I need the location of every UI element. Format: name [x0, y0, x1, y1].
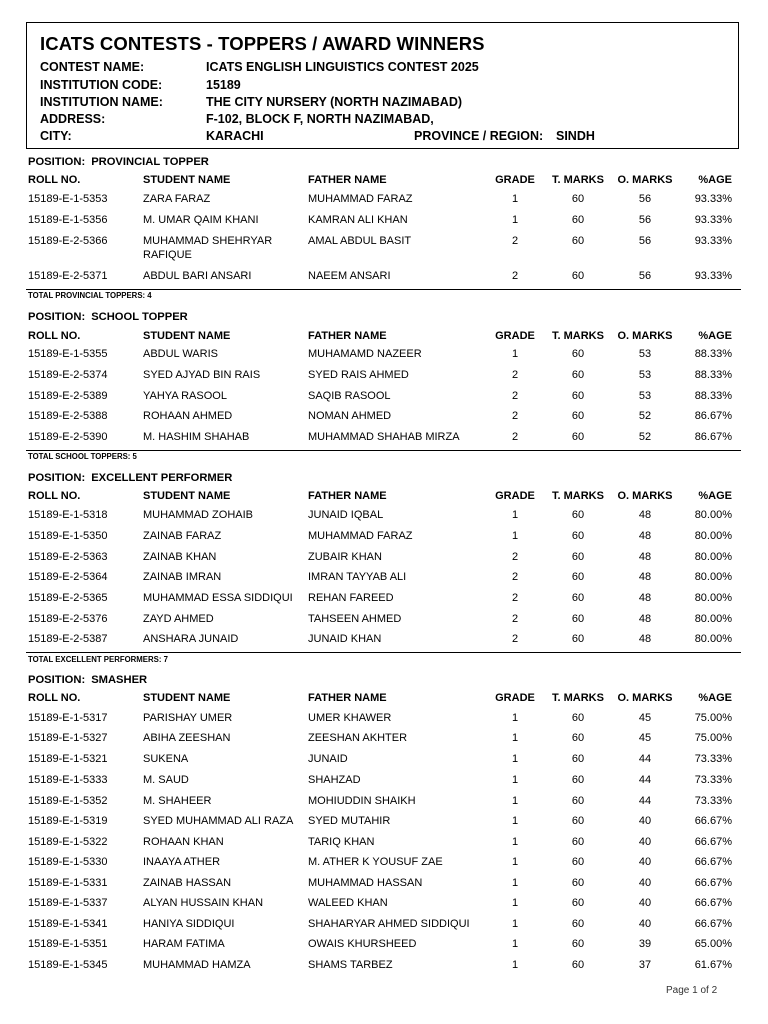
father-name: M. ATHER K YOUSUF ZAE — [308, 856, 443, 868]
table-row — [28, 410, 740, 426]
student-name: HANIYA SIDDIQUI — [143, 918, 235, 930]
father-name: AMAL ABDUL BASIT — [308, 235, 412, 247]
roll-no: 15189-E-1-5327 — [28, 732, 108, 744]
roll-no: 15189-E-2-5389 — [28, 390, 108, 402]
father-name: MUHAMAMD NAZEER — [308, 348, 422, 360]
section-heading-provincial — [28, 156, 209, 168]
father-name: TARIQ KHAN — [308, 836, 375, 848]
father-name: JUNAID IQBAL — [308, 509, 384, 521]
section-total: TOTAL PROVINCIAL TOPPERS: 4 — [28, 291, 152, 300]
roll-no: 15189-E-2-5366 — [28, 235, 108, 247]
obtained-marks: 44 — [638, 753, 652, 765]
col-roll-no: ROLL NO. — [28, 692, 81, 704]
father-name: SHAHARYAR AHMED SIDDIQUI — [308, 918, 470, 930]
table-row — [28, 897, 740, 913]
student-name: ROHAAN KHAN — [143, 836, 224, 848]
obtained-marks: 45 — [638, 712, 652, 724]
student-name: ABDUL WARIS — [143, 348, 218, 360]
obtained-marks: 48 — [638, 530, 652, 542]
total-marks: 60 — [571, 918, 585, 930]
col-total-marks: T. MARKS — [552, 330, 604, 342]
roll-no: 15189-E-1-5350 — [28, 530, 108, 542]
total-marks: 60 — [571, 390, 585, 402]
total-marks: 60 — [571, 270, 585, 282]
father-name: MUHAMMAD SHAHAB MIRZA — [308, 431, 460, 443]
student-name: M. SAUD — [143, 774, 189, 786]
student-name: MUHAMMAD ESSA SIDDIQUI — [143, 592, 293, 604]
address-value: F-102, BLOCK F, NORTH NAZIMABAD, — [206, 112, 434, 126]
percentage: 66.67% — [694, 856, 732, 868]
percentage: 88.33% — [694, 390, 732, 402]
grade: 1 — [511, 214, 519, 226]
grade: 1 — [511, 753, 519, 765]
father-name: WALEED KHAN — [308, 897, 388, 909]
roll-no: 15189-E-1-5345 — [28, 959, 108, 971]
table-row — [28, 369, 740, 385]
percentage: 66.67% — [694, 897, 732, 909]
percentage: 73.33% — [694, 774, 732, 786]
father-name: JUNAID — [308, 753, 348, 765]
grade: 2 — [511, 571, 519, 583]
student-name: HARAM FATIMA — [143, 938, 225, 950]
student-name: MUHAMMAD HAMZA — [143, 959, 251, 971]
col-grade: GRADE — [495, 490, 535, 502]
obtained-marks: 44 — [638, 795, 652, 807]
col-total-marks: T. MARKS — [552, 174, 604, 186]
total-marks: 60 — [571, 592, 585, 604]
student-name: ALYAN HUSSAIN KHAN — [143, 897, 264, 909]
total-marks: 60 — [571, 815, 585, 827]
student-name: M. SHAHEER — [143, 795, 212, 807]
student-name: ZAINAB HASSAN — [143, 877, 232, 889]
total-marks: 60 — [571, 795, 585, 807]
table-row-continuation — [28, 249, 740, 265]
percentage: 73.33% — [694, 753, 732, 765]
grade: 1 — [511, 918, 519, 930]
position-label: POSITION: — [28, 472, 86, 484]
col-obtained-marks: O. MARKS — [617, 330, 673, 342]
student-name: ROHAAN AHMED — [143, 410, 233, 422]
percentage: 80.00% — [694, 551, 732, 563]
roll-no: 15189-E-2-5376 — [28, 613, 108, 625]
student-name: ANSHARA JUNAID — [143, 633, 239, 645]
father-name: OWAIS KHURSHEED — [308, 938, 417, 950]
roll-no: 15189-E-1-5319 — [28, 815, 108, 827]
father-name: NAEEM ANSARI — [308, 270, 391, 282]
father-name: SYED RAIS AHMED — [308, 369, 409, 381]
total-marks: 60 — [571, 774, 585, 786]
obtained-marks: 52 — [638, 410, 652, 422]
grade: 1 — [511, 193, 519, 205]
obtained-marks: 40 — [638, 836, 652, 848]
obtained-marks: 52 — [638, 431, 652, 443]
roll-no: 15189-E-1-5337 — [28, 897, 108, 909]
percentage: 73.33% — [694, 795, 732, 807]
position-value: SMASHER — [91, 674, 148, 686]
section-heading-excellent — [28, 472, 232, 484]
total-marks: 60 — [571, 235, 585, 247]
col-student-name: STUDENT NAME — [143, 330, 231, 342]
header-box — [26, 22, 739, 149]
student-name: ZAINAB IMRAN — [143, 571, 222, 583]
col-roll-no: ROLL NO. — [28, 174, 81, 186]
table-row — [28, 270, 740, 286]
roll-no: 15189-E-1-5322 — [28, 836, 108, 848]
obtained-marks: 53 — [638, 369, 652, 381]
roll-no: 15189-E-2-5371 — [28, 270, 108, 282]
student-name: SUKENA — [143, 753, 189, 765]
total-marks: 60 — [571, 613, 585, 625]
col-roll-no: ROLL NO. — [28, 330, 81, 342]
roll-no: 15189-E-2-5387 — [28, 633, 108, 645]
student-name: M. HASHIM SHAHAB — [143, 431, 250, 443]
percentage: 80.00% — [694, 613, 732, 625]
percentage: 80.00% — [694, 530, 732, 542]
table-row — [28, 918, 740, 934]
table-row — [28, 551, 740, 567]
roll-no: 15189-E-1-5355 — [28, 348, 108, 360]
total-marks: 60 — [571, 753, 585, 765]
table-row — [28, 193, 740, 209]
total-marks: 60 — [571, 938, 585, 950]
total-marks: 60 — [571, 732, 585, 744]
table-header — [28, 490, 740, 506]
obtained-marks: 56 — [638, 270, 652, 282]
roll-no: 15189-E-1-5353 — [28, 193, 108, 205]
total-marks: 60 — [571, 369, 585, 381]
obtained-marks: 48 — [638, 633, 652, 645]
father-name: KAMRAN ALI KHAN — [308, 214, 408, 226]
total-marks: 60 — [571, 551, 585, 563]
percentage: 65.00% — [694, 938, 732, 950]
student-name: ZAINAB KHAN — [143, 551, 217, 563]
province-label: PROVINCE / REGION: — [414, 129, 544, 143]
student-name: MUHAMMAD SHEHRYAR — [143, 235, 273, 247]
grade: 1 — [511, 712, 519, 724]
father-name: SAQIB RASOOL — [308, 390, 391, 402]
father-name: ZEESHAN AKHTER — [308, 732, 408, 744]
percentage: 80.00% — [694, 592, 732, 604]
section-heading-smasher — [28, 674, 147, 686]
table-header — [28, 174, 740, 190]
percentage: 93.33% — [694, 235, 732, 247]
col-total-marks: T. MARKS — [552, 692, 604, 704]
student-name: YAHYA RASOOL — [143, 390, 227, 402]
col-student-name: STUDENT NAME — [143, 174, 231, 186]
obtained-marks: 48 — [638, 551, 652, 563]
total-marks: 60 — [571, 877, 585, 889]
section-divider — [26, 289, 741, 290]
father-name: MUHAMMAD FARAZ — [308, 193, 413, 205]
document-title: ICATS CONTESTS - TOPPERS / AWARD WINNERS — [40, 33, 485, 54]
table-row — [28, 753, 740, 769]
table-row — [28, 815, 740, 831]
father-name: SYED MUTAHIR — [308, 815, 391, 827]
father-name: REHAN FAREED — [308, 592, 394, 604]
contest-name-value: ICATS ENGLISH LINGUISTICS CONTEST 2025 — [206, 60, 479, 74]
obtained-marks: 48 — [638, 571, 652, 583]
section-total: TOTAL EXCELLENT PERFORMERS: 7 — [28, 655, 168, 664]
obtained-marks: 39 — [638, 938, 652, 950]
obtained-marks: 56 — [638, 235, 652, 247]
col-percentage: %AGE — [698, 174, 732, 186]
total-marks: 60 — [571, 431, 585, 443]
section-total: TOTAL SCHOOL TOPPERS: 5 — [28, 452, 137, 461]
roll-no: 15189-E-1-5356 — [28, 214, 108, 226]
table-row — [28, 390, 740, 406]
total-marks: 60 — [571, 214, 585, 226]
total-marks: 60 — [571, 348, 585, 360]
roll-no: 15189-E-2-5365 — [28, 592, 108, 604]
obtained-marks: 53 — [638, 390, 652, 402]
student-name: ZARA FARAZ — [143, 193, 211, 205]
grade: 1 — [511, 877, 519, 889]
col-grade: GRADE — [495, 174, 535, 186]
total-marks: 60 — [571, 509, 585, 521]
obtained-marks: 40 — [638, 897, 652, 909]
table-row — [28, 774, 740, 790]
percentage: 86.67% — [694, 410, 732, 422]
table-row — [28, 571, 740, 587]
roll-no: 15189-E-1-5330 — [28, 856, 108, 868]
percentage: 75.00% — [694, 712, 732, 724]
percentage: 66.67% — [694, 877, 732, 889]
obtained-marks: 40 — [638, 815, 652, 827]
grade: 1 — [511, 774, 519, 786]
roll-no: 15189-E-2-5388 — [28, 410, 108, 422]
table-row — [28, 877, 740, 893]
father-name: MOHIUDDIN SHAIKH — [308, 795, 416, 807]
grade: 1 — [511, 959, 519, 971]
table-row — [28, 795, 740, 811]
father-name: TAHSEEN AHMED — [308, 613, 402, 625]
col-obtained-marks: O. MARKS — [617, 692, 673, 704]
grade: 2 — [511, 270, 519, 282]
col-roll-no: ROLL NO. — [28, 490, 81, 502]
father-name: SHAHZAD — [308, 774, 361, 786]
total-marks: 60 — [571, 633, 585, 645]
father-name: JUNAID KHAN — [308, 633, 382, 645]
col-percentage: %AGE — [698, 330, 732, 342]
province-value: SINDH — [556, 129, 595, 143]
grade: 1 — [511, 530, 519, 542]
grade: 2 — [511, 235, 519, 247]
table-header — [28, 330, 740, 346]
father-name: ZUBAIR KHAN — [308, 551, 382, 563]
grade: 2 — [511, 410, 519, 422]
table-row — [28, 938, 740, 954]
col-father-name: FATHER NAME — [308, 490, 387, 502]
student-name: ABIHA ZEESHAN — [143, 732, 231, 744]
obtained-marks: 40 — [638, 918, 652, 930]
student-name: ZAINAB FARAZ — [143, 530, 222, 542]
grade: 1 — [511, 348, 519, 360]
father-name: MUHAMMAD FARAZ — [308, 530, 413, 542]
obtained-marks: 48 — [638, 509, 652, 521]
col-father-name: FATHER NAME — [308, 174, 387, 186]
roll-no: 15189-E-2-5364 — [28, 571, 108, 583]
roll-no: 15189-E-2-5363 — [28, 551, 108, 563]
table-row — [28, 856, 740, 872]
table-row — [28, 732, 740, 748]
total-marks: 60 — [571, 712, 585, 724]
grade: 2 — [511, 390, 519, 402]
percentage: 66.67% — [694, 815, 732, 827]
grade: 1 — [511, 509, 519, 521]
grade: 2 — [511, 613, 519, 625]
roll-no: 15189-E-1-5318 — [28, 509, 108, 521]
grade: 1 — [511, 795, 519, 807]
father-name: UMER KHAWER — [308, 712, 392, 724]
roll-no: 15189-E-2-5374 — [28, 369, 108, 381]
percentage: 93.33% — [694, 214, 732, 226]
total-marks: 60 — [571, 193, 585, 205]
header-row-city — [40, 129, 730, 146]
student-name: PARISHAY UMER — [143, 712, 233, 724]
grade: 1 — [511, 732, 519, 744]
student-name: INAAYA ATHER — [143, 856, 221, 868]
student-name: MUHAMMAD ZOHAIB — [143, 509, 253, 521]
table-row — [28, 592, 740, 608]
institution-name-value: THE CITY NURSERY (NORTH NAZIMABAD) — [206, 95, 463, 109]
student-name: SYED AJYAD BIN RAIS — [143, 369, 261, 381]
col-father-name: FATHER NAME — [308, 330, 387, 342]
father-name: NOMAN AHMED — [308, 410, 392, 422]
grade: 1 — [511, 938, 519, 950]
percentage: 80.00% — [694, 633, 732, 645]
table-row — [28, 214, 740, 230]
section-divider — [26, 652, 741, 653]
table-row — [28, 712, 740, 728]
student-name: ABDUL BARI ANSARI — [143, 270, 252, 282]
obtained-marks: 48 — [638, 613, 652, 625]
grade: 2 — [511, 551, 519, 563]
obtained-marks: 53 — [638, 348, 652, 360]
percentage: 80.00% — [694, 571, 732, 583]
total-marks: 60 — [571, 959, 585, 971]
percentage: 93.33% — [694, 193, 732, 205]
percentage: 66.67% — [694, 836, 732, 848]
percentage: 75.00% — [694, 732, 732, 744]
percentage: 86.67% — [694, 431, 732, 443]
col-total-marks: T. MARKS — [552, 490, 604, 502]
percentage: 93.33% — [694, 270, 732, 282]
col-obtained-marks: O. MARKS — [617, 174, 673, 186]
father-name: MUHAMMAD HASSAN — [308, 877, 423, 889]
col-student-name: STUDENT NAME — [143, 692, 231, 704]
total-marks: 60 — [571, 530, 585, 542]
contest-name-label: CONTEST NAME: — [40, 60, 145, 74]
obtained-marks: 44 — [638, 774, 652, 786]
obtained-marks: 56 — [638, 214, 652, 226]
student-name: RAFIQUE — [143, 249, 192, 261]
position-label: POSITION: — [28, 674, 86, 686]
grade: 2 — [511, 431, 519, 443]
student-name: M. UMAR QAIM KHANI — [143, 214, 259, 226]
page-number: Page 1 of 2 — [666, 985, 718, 996]
student-name: SYED MUHAMMAD ALI RAZA — [143, 815, 294, 827]
father-name: IMRAN TAYYAB ALI — [308, 571, 407, 583]
percentage: 80.00% — [694, 509, 732, 521]
col-father-name: FATHER NAME — [308, 692, 387, 704]
roll-no: 15189-E-1-5321 — [28, 753, 108, 765]
position-value: EXCELLENT PERFORMER — [91, 472, 233, 484]
col-obtained-marks: O. MARKS — [617, 490, 673, 502]
roll-no: 15189-E-1-5351 — [28, 938, 108, 950]
table-row — [28, 959, 740, 975]
total-marks: 60 — [571, 410, 585, 422]
grade: 1 — [511, 856, 519, 868]
roll-no: 15189-E-1-5352 — [28, 795, 108, 807]
table-row — [28, 348, 740, 364]
percentage: 61.67% — [694, 959, 732, 971]
institution-code-label: INSTITUTION CODE: — [40, 78, 163, 92]
total-marks: 60 — [571, 856, 585, 868]
col-grade: GRADE — [495, 692, 535, 704]
position-label: POSITION: — [28, 311, 86, 323]
city-label: CITY: — [40, 129, 72, 143]
obtained-marks: 40 — [638, 856, 652, 868]
roll-no: 15189-E-1-5341 — [28, 918, 108, 930]
section-divider — [26, 450, 741, 451]
percentage: 66.67% — [694, 918, 732, 930]
address-label: ADDRESS: — [40, 112, 106, 126]
position-value: SCHOOL TOPPER — [91, 311, 188, 323]
institution-name-label: INSTITUTION NAME: — [40, 95, 163, 109]
student-name: ZAYD AHMED — [143, 613, 214, 625]
table-row — [28, 633, 740, 649]
obtained-marks: 40 — [638, 877, 652, 889]
col-student-name: STUDENT NAME — [143, 490, 231, 502]
grade: 1 — [511, 897, 519, 909]
table-header — [28, 692, 740, 708]
roll-no: 15189-E-2-5390 — [28, 431, 108, 443]
obtained-marks: 48 — [638, 592, 652, 604]
col-percentage: %AGE — [698, 692, 732, 704]
position-label: POSITION: — [28, 156, 86, 168]
position-value: PROVINCIAL TOPPER — [91, 156, 209, 168]
city-value: KARACHI — [206, 129, 264, 143]
roll-no: 15189-E-1-5331 — [28, 877, 108, 889]
table-row — [28, 431, 740, 447]
grade: 2 — [511, 369, 519, 381]
total-marks: 60 — [571, 571, 585, 583]
table-row — [28, 613, 740, 629]
col-percentage: %AGE — [698, 490, 732, 502]
obtained-marks: 37 — [638, 959, 652, 971]
table-row — [28, 509, 740, 525]
percentage: 88.33% — [694, 348, 732, 360]
total-marks: 60 — [571, 897, 585, 909]
table-row — [28, 836, 740, 852]
roll-no: 15189-E-1-5317 — [28, 712, 108, 724]
grade: 1 — [511, 815, 519, 827]
total-marks: 60 — [571, 836, 585, 848]
roll-no: 15189-E-1-5333 — [28, 774, 108, 786]
obtained-marks: 56 — [638, 193, 652, 205]
grade: 1 — [511, 836, 519, 848]
grade: 2 — [511, 592, 519, 604]
institution-code-value: 15189 — [206, 78, 241, 92]
section-heading-school — [28, 311, 188, 323]
obtained-marks: 45 — [638, 732, 652, 744]
percentage: 88.33% — [694, 369, 732, 381]
col-grade: GRADE — [495, 330, 535, 342]
father-name: SHAMS TARBEZ — [308, 959, 393, 971]
grade: 2 — [511, 633, 519, 645]
table-row — [28, 530, 740, 546]
